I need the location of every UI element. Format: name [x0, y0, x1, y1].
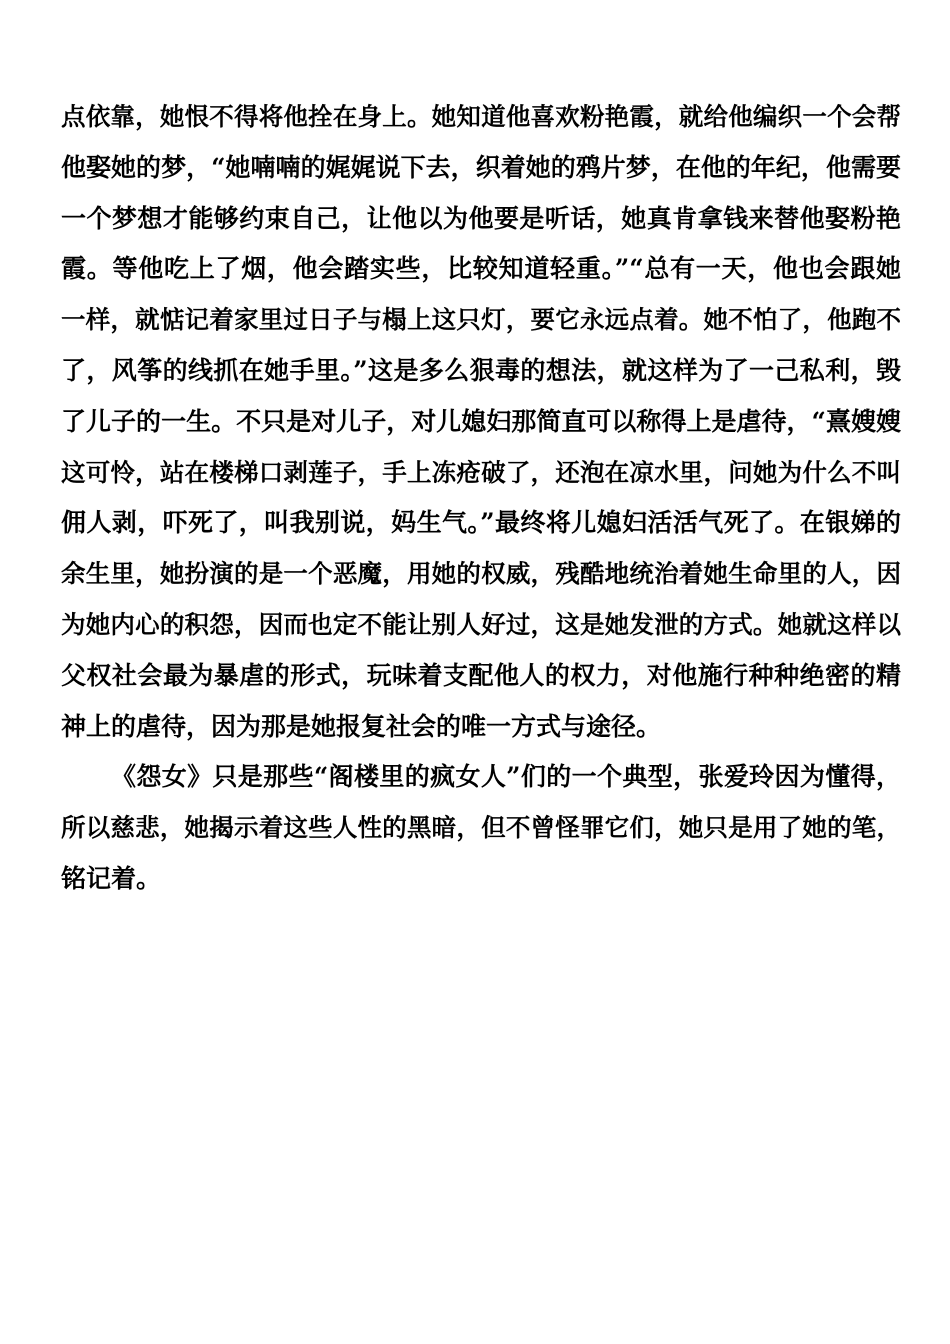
- text-line: 了，风筝的线抓在她手里。”这是多么狠毒的想法，就这样为了一己私利，毁: [61, 355, 901, 385]
- text-line: 了儿子的一生。不只是对儿子，对儿媳妇那简直可以称得上是虐待，“熹嫂嫂: [61, 406, 901, 436]
- text-line: 霞。等他吃上了烟，他会踏实些，比较知道轻重。”“总有一天，他也会跟她: [61, 254, 901, 284]
- text-line: 余生里，她扮演的是一个恶魔，用她的权威，残酷地统治着她生命里的人，因: [61, 559, 901, 589]
- text-line: 所以慈悲，她揭示着这些人性的黑暗，但不曾怪罪它们，她只是用了她的笔，: [61, 813, 901, 843]
- text-line: 父权社会最为暴虐的形式，玩味着支配他人的权力，对他施行种种绝密的精: [61, 660, 901, 690]
- paragraph-1: [61, 92, 901, 752]
- text-line: 他娶她的梦，“她喃喃的娓娓说下去，织着她的鸦片梦，在他的年纪，他需要: [61, 152, 901, 182]
- text-line: 一个梦想才能够约束自己，让他以为他要是听话，她真肯拿钱来替他娶粉艳: [61, 203, 901, 233]
- text-line: 佣人剥，吓死了，叫我别说，妈生气。”最终将儿媳妇活活气死了。在银娣的: [61, 508, 901, 538]
- text-line: 一样，就惦记着家里过日子与榻上这只灯，要它永远点着。她不怕了，他跑不: [61, 305, 901, 335]
- text-line: 神上的虐待，因为那是她报复社会的唯一方式与途径。: [61, 711, 662, 741]
- document-page: [61, 92, 901, 905]
- text-line: 这可怜，站在楼梯口剥莲子，手上冻疮破了，还泡在凉水里，问她为什么不叫: [61, 457, 901, 487]
- text-line: 点依靠，她恨不得将他拴在身上。她知道他喜欢粉艳霞，就给他编织一个会帮: [61, 102, 901, 131]
- text-line: 为她内心的积怨，因而也定不能让别人好过，这是她发泄的方式。她就这样以: [61, 609, 901, 639]
- paragraph-2: [61, 752, 901, 904]
- text-line: 《怨女》只是那些“阁楼里的疯女人”们的一个典型，张爱玲因为懂得，: [111, 762, 901, 792]
- text-line: 铭记着。: [61, 863, 162, 893]
